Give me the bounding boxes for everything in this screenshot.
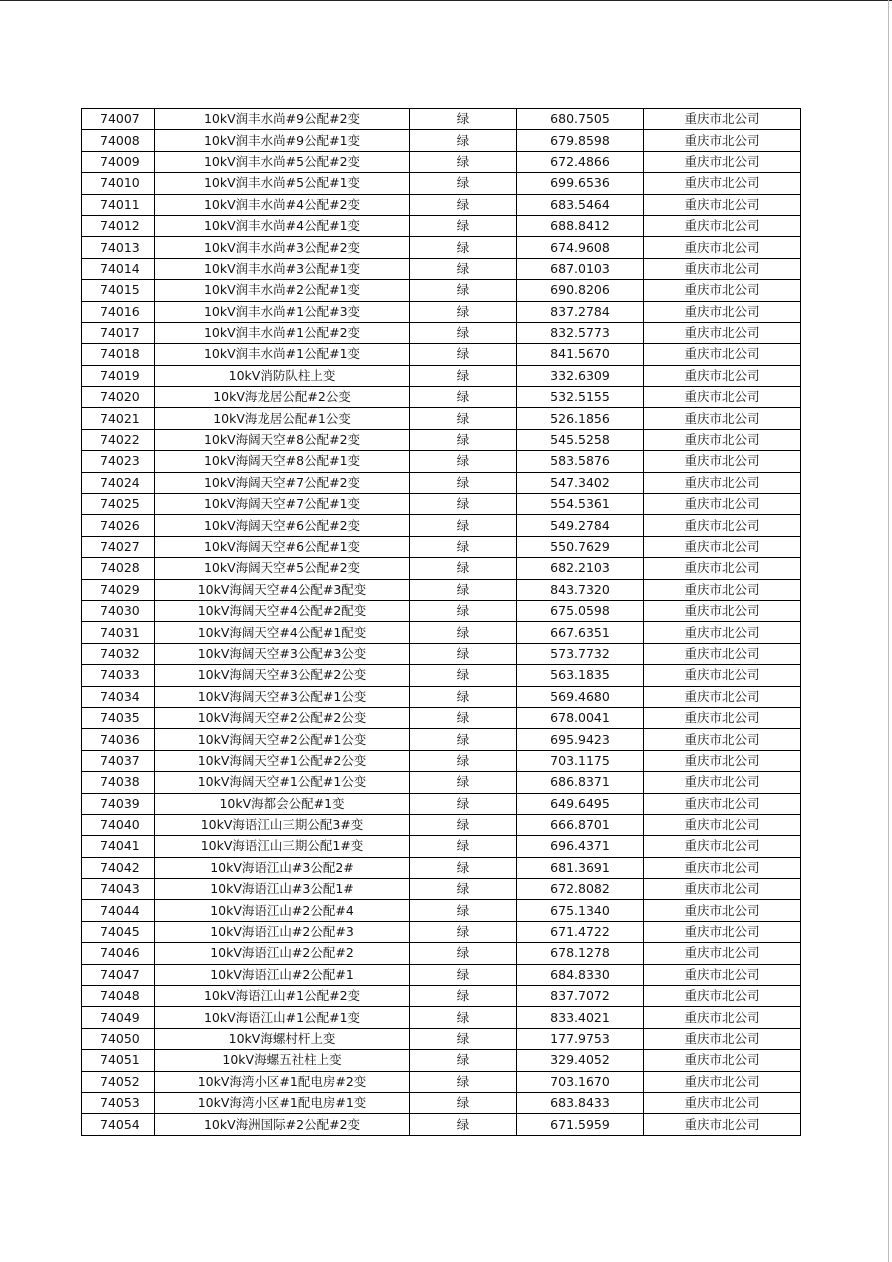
status-color-cell: 绿 — [410, 943, 517, 964]
company-cell: 重庆市北公司 — [644, 1050, 801, 1071]
table-row — [82, 1071, 801, 1092]
value-cell: 675.0598 — [517, 600, 644, 621]
row-id-cell: 74049 — [82, 1007, 155, 1028]
value-cell: 686.8371 — [517, 772, 644, 793]
value-cell: 667.6351 — [517, 622, 644, 643]
value-cell: 675.1340 — [517, 900, 644, 921]
status-color-cell: 绿 — [410, 1092, 517, 1113]
value-cell: 549.2784 — [517, 515, 644, 536]
row-id-cell: 74018 — [82, 344, 155, 365]
status-color-cell: 绿 — [410, 964, 517, 985]
row-id-cell: 74014 — [82, 258, 155, 279]
row-id-cell: 74028 — [82, 558, 155, 579]
value-cell: 695.9423 — [517, 729, 644, 750]
status-color-cell: 绿 — [410, 686, 517, 707]
row-id-cell: 74020 — [82, 387, 155, 408]
company-cell: 重庆市北公司 — [644, 772, 801, 793]
row-id-cell: 74033 — [82, 665, 155, 686]
table-row — [82, 1114, 801, 1135]
row-id-cell: 74017 — [82, 322, 155, 343]
station-name-cell: 10kV海语江山三期公配3#变 — [155, 814, 410, 835]
value-cell: 526.1856 — [517, 408, 644, 429]
station-name-cell: 10kV润丰水尚#9公配#2变 — [155, 109, 410, 130]
company-cell: 重庆市北公司 — [644, 173, 801, 194]
status-color-cell: 绿 — [410, 1050, 517, 1071]
company-cell: 重庆市北公司 — [644, 665, 801, 686]
station-name-cell: 10kV海阔天空#6公配#1变 — [155, 536, 410, 557]
table-row — [82, 643, 801, 664]
status-color-cell: 绿 — [410, 130, 517, 151]
station-name-cell: 10kV海阔天空#8公配#1变 — [155, 451, 410, 472]
row-id-cell: 74044 — [82, 900, 155, 921]
row-id-cell: 74030 — [82, 600, 155, 621]
company-cell: 重庆市北公司 — [644, 814, 801, 835]
table-row — [82, 943, 801, 964]
row-id-cell: 74010 — [82, 173, 155, 194]
row-id-cell: 74046 — [82, 943, 155, 964]
row-id-cell: 74036 — [82, 729, 155, 750]
station-name-cell: 10kV润丰水尚#5公配#2变 — [155, 151, 410, 172]
value-cell: 690.8206 — [517, 280, 644, 301]
value-cell: 843.7320 — [517, 579, 644, 600]
value-cell: 678.0041 — [517, 707, 644, 728]
status-color-cell: 绿 — [410, 215, 517, 236]
company-cell: 重庆市北公司 — [644, 387, 801, 408]
company-cell: 重庆市北公司 — [644, 237, 801, 258]
value-cell: 703.1175 — [517, 750, 644, 771]
table-row — [82, 515, 801, 536]
table-row — [82, 237, 801, 258]
status-color-cell: 绿 — [410, 1114, 517, 1135]
station-name-cell: 10kV润丰水尚#4公配#1变 — [155, 215, 410, 236]
company-cell: 重庆市北公司 — [644, 579, 801, 600]
row-id-cell: 74031 — [82, 622, 155, 643]
row-id-cell: 74029 — [82, 579, 155, 600]
table-row — [82, 558, 801, 579]
station-name-cell: 10kV海语江山#2公配#4 — [155, 900, 410, 921]
station-name-cell: 10kV海阔天空#3公配#3公变 — [155, 643, 410, 664]
company-cell: 重庆市北公司 — [644, 793, 801, 814]
value-cell: 680.7505 — [517, 109, 644, 130]
station-name-cell: 10kV润丰水尚#1公配#2变 — [155, 322, 410, 343]
row-id-cell: 74023 — [82, 451, 155, 472]
row-id-cell: 74038 — [82, 772, 155, 793]
company-cell: 重庆市北公司 — [644, 130, 801, 151]
row-id-cell: 74011 — [82, 194, 155, 215]
row-id-cell: 74041 — [82, 836, 155, 857]
company-cell: 重庆市北公司 — [644, 986, 801, 1007]
station-name-cell: 10kV润丰水尚#9公配#1变 — [155, 130, 410, 151]
row-id-cell: 74015 — [82, 280, 155, 301]
table-row — [82, 494, 801, 515]
station-name-cell: 10kV海语江山三期公配1#变 — [155, 836, 410, 857]
company-cell: 重庆市北公司 — [644, 836, 801, 857]
status-color-cell: 绿 — [410, 1028, 517, 1049]
row-id-cell: 74019 — [82, 365, 155, 386]
table-row — [82, 258, 801, 279]
station-name-cell: 10kV海语江山#3公配2# — [155, 857, 410, 878]
station-name-cell: 10kV海阔天空#4公配#2配变 — [155, 600, 410, 621]
table-row — [82, 836, 801, 857]
company-cell: 重庆市北公司 — [644, 600, 801, 621]
station-name-cell: 10kV润丰水尚#3公配#1变 — [155, 258, 410, 279]
station-name-cell: 10kV海语江山#2公配#1 — [155, 964, 410, 985]
value-cell: 837.7072 — [517, 986, 644, 1007]
status-color-cell: 绿 — [410, 494, 517, 515]
station-name-cell: 10kV海螺五社柱上变 — [155, 1050, 410, 1071]
station-name-cell: 10kV海阔天空#1公配#1公变 — [155, 772, 410, 793]
table-row — [82, 322, 801, 343]
value-cell: 569.4680 — [517, 686, 644, 707]
status-color-cell: 绿 — [410, 194, 517, 215]
station-name-cell: 10kV海湾小区#1配电房#1变 — [155, 1092, 410, 1113]
row-id-cell: 74052 — [82, 1071, 155, 1092]
company-cell: 重庆市北公司 — [644, 1092, 801, 1113]
table-body — [82, 109, 801, 1136]
row-id-cell: 74039 — [82, 793, 155, 814]
table-row — [82, 536, 801, 557]
status-color-cell: 绿 — [410, 1071, 517, 1092]
value-cell: 683.8433 — [517, 1092, 644, 1113]
value-cell: 682.2103 — [517, 558, 644, 579]
value-cell: 545.5258 — [517, 429, 644, 450]
table-row — [82, 1028, 801, 1049]
table-row — [82, 387, 801, 408]
station-name-cell: 10kV海阔天空#3公配#1公变 — [155, 686, 410, 707]
station-name-cell: 10kV海语江山#2公配#2 — [155, 943, 410, 964]
table-row — [82, 215, 801, 236]
value-cell: 833.4021 — [517, 1007, 644, 1028]
company-cell: 重庆市北公司 — [644, 151, 801, 172]
row-id-cell: 74008 — [82, 130, 155, 151]
company-cell: 重庆市北公司 — [644, 964, 801, 985]
station-name-cell: 10kV海语江山#2公配#3 — [155, 921, 410, 942]
table-row — [82, 622, 801, 643]
row-id-cell: 74026 — [82, 515, 155, 536]
status-color-cell: 绿 — [410, 387, 517, 408]
value-cell: 683.5464 — [517, 194, 644, 215]
status-color-cell: 绿 — [410, 750, 517, 771]
station-name-cell: 10kV海阔天空#1公配#2公变 — [155, 750, 410, 771]
value-cell: 563.1835 — [517, 665, 644, 686]
row-id-cell: 74043 — [82, 879, 155, 900]
table-row — [82, 344, 801, 365]
status-color-cell: 绿 — [410, 151, 517, 172]
table-row — [82, 814, 801, 835]
status-color-cell: 绿 — [410, 622, 517, 643]
company-cell: 重庆市北公司 — [644, 280, 801, 301]
company-cell: 重庆市北公司 — [644, 900, 801, 921]
company-cell: 重庆市北公司 — [644, 536, 801, 557]
value-cell: 703.1670 — [517, 1071, 644, 1092]
company-cell: 重庆市北公司 — [644, 643, 801, 664]
value-cell: 329.4052 — [517, 1050, 644, 1071]
status-color-cell: 绿 — [410, 301, 517, 322]
station-name-cell: 10kV海龙居公配#2公变 — [155, 387, 410, 408]
table-row — [82, 772, 801, 793]
company-cell: 重庆市北公司 — [644, 1114, 801, 1135]
value-cell: 696.4371 — [517, 836, 644, 857]
company-cell: 重庆市北公司 — [644, 215, 801, 236]
station-name-cell: 10kV海阔天空#3公配#2公变 — [155, 665, 410, 686]
company-cell: 重庆市北公司 — [644, 429, 801, 450]
table-row — [82, 151, 801, 172]
status-color-cell: 绿 — [410, 451, 517, 472]
row-id-cell: 74013 — [82, 237, 155, 258]
row-id-cell: 74040 — [82, 814, 155, 835]
station-name-cell: 10kV海阔天空#4公配#3配变 — [155, 579, 410, 600]
value-cell: 688.8412 — [517, 215, 644, 236]
company-cell: 重庆市北公司 — [644, 515, 801, 536]
company-cell: 重庆市北公司 — [644, 194, 801, 215]
table-row — [82, 109, 801, 130]
station-name-cell: 10kV润丰水尚#4公配#2变 — [155, 194, 410, 215]
table-row — [82, 472, 801, 493]
status-color-cell: 绿 — [410, 322, 517, 343]
station-name-cell: 10kV海湾小区#1配电房#2变 — [155, 1071, 410, 1092]
row-id-cell: 74007 — [82, 109, 155, 130]
company-cell: 重庆市北公司 — [644, 494, 801, 515]
table-row — [82, 173, 801, 194]
station-name-cell: 10kV润丰水尚#1公配#3变 — [155, 301, 410, 322]
row-id-cell: 74051 — [82, 1050, 155, 1071]
table-row — [82, 130, 801, 151]
status-color-cell: 绿 — [410, 408, 517, 429]
table-row — [82, 194, 801, 215]
row-id-cell: 74037 — [82, 750, 155, 771]
table-row — [82, 451, 801, 472]
page-right-edge — [888, 0, 889, 1262]
company-cell: 重庆市北公司 — [644, 344, 801, 365]
station-name-cell: 10kV海阔天空#7公配#2变 — [155, 472, 410, 493]
station-name-cell: 10kV海阔天空#4公配#1配变 — [155, 622, 410, 643]
value-cell: 532.5155 — [517, 387, 644, 408]
value-cell: 681.3691 — [517, 857, 644, 878]
table-row — [82, 729, 801, 750]
value-cell: 679.8598 — [517, 130, 644, 151]
table-row — [82, 686, 801, 707]
value-cell: 554.5361 — [517, 494, 644, 515]
status-color-cell: 绿 — [410, 258, 517, 279]
status-color-cell: 绿 — [410, 600, 517, 621]
table-row — [82, 707, 801, 728]
station-name-cell: 10kV海阔天空#7公配#1变 — [155, 494, 410, 515]
company-cell: 重庆市北公司 — [644, 472, 801, 493]
table-row — [82, 301, 801, 322]
company-cell: 重庆市北公司 — [644, 943, 801, 964]
station-name-cell: 10kV海螺村杆上变 — [155, 1028, 410, 1049]
table-row — [82, 900, 801, 921]
status-color-cell: 绿 — [410, 665, 517, 686]
status-color-cell: 绿 — [410, 793, 517, 814]
company-cell: 重庆市北公司 — [644, 109, 801, 130]
station-name-cell: 10kV润丰水尚#5公配#1变 — [155, 173, 410, 194]
row-id-cell: 74050 — [82, 1028, 155, 1049]
status-color-cell: 绿 — [410, 857, 517, 878]
value-cell: 671.4722 — [517, 921, 644, 942]
row-id-cell: 74045 — [82, 921, 155, 942]
company-cell: 重庆市北公司 — [644, 408, 801, 429]
status-color-cell: 绿 — [410, 579, 517, 600]
company-cell: 重庆市北公司 — [644, 707, 801, 728]
status-color-cell: 绿 — [410, 772, 517, 793]
status-color-cell: 绿 — [410, 536, 517, 557]
status-color-cell: 绿 — [410, 280, 517, 301]
company-cell: 重庆市北公司 — [644, 258, 801, 279]
company-cell: 重庆市北公司 — [644, 451, 801, 472]
company-cell: 重庆市北公司 — [644, 686, 801, 707]
station-name-cell: 10kV海都会公配#1变 — [155, 793, 410, 814]
status-color-cell: 绿 — [410, 900, 517, 921]
company-cell: 重庆市北公司 — [644, 365, 801, 386]
table-row — [82, 600, 801, 621]
company-cell: 重庆市北公司 — [644, 750, 801, 771]
status-color-cell: 绿 — [410, 109, 517, 130]
row-id-cell: 74053 — [82, 1092, 155, 1113]
data-table — [81, 108, 801, 1136]
value-cell: 672.4866 — [517, 151, 644, 172]
row-id-cell: 74048 — [82, 986, 155, 1007]
table-row — [82, 793, 801, 814]
row-id-cell: 74021 — [82, 408, 155, 429]
station-name-cell: 10kV海阔天空#2公配#1公变 — [155, 729, 410, 750]
company-cell: 重庆市北公司 — [644, 857, 801, 878]
station-name-cell: 10kV海阔天空#5公配#2变 — [155, 558, 410, 579]
status-color-cell: 绿 — [410, 173, 517, 194]
value-cell: 687.0103 — [517, 258, 644, 279]
table-row — [82, 964, 801, 985]
station-name-cell: 10kV润丰水尚#3公配#2变 — [155, 237, 410, 258]
company-cell: 重庆市北公司 — [644, 1028, 801, 1049]
status-color-cell: 绿 — [410, 1007, 517, 1028]
table-row — [82, 365, 801, 386]
row-id-cell: 74027 — [82, 536, 155, 557]
value-cell: 332.6309 — [517, 365, 644, 386]
status-color-cell: 绿 — [410, 814, 517, 835]
page-top-edge — [0, 0, 892, 1]
value-cell: 837.2784 — [517, 301, 644, 322]
table-row — [82, 579, 801, 600]
row-id-cell: 74035 — [82, 707, 155, 728]
station-name-cell: 10kV海阔天空#8公配#2变 — [155, 429, 410, 450]
row-id-cell: 74034 — [82, 686, 155, 707]
row-id-cell: 74012 — [82, 215, 155, 236]
row-id-cell: 74024 — [82, 472, 155, 493]
value-cell: 547.3402 — [517, 472, 644, 493]
row-id-cell: 74025 — [82, 494, 155, 515]
table-row — [82, 857, 801, 878]
status-color-cell: 绿 — [410, 429, 517, 450]
status-color-cell: 绿 — [410, 836, 517, 857]
table-row — [82, 1092, 801, 1113]
status-color-cell: 绿 — [410, 515, 517, 536]
company-cell: 重庆市北公司 — [644, 879, 801, 900]
row-id-cell: 74042 — [82, 857, 155, 878]
row-id-cell: 74009 — [82, 151, 155, 172]
row-id-cell: 74016 — [82, 301, 155, 322]
table-row — [82, 1050, 801, 1071]
company-cell: 重庆市北公司 — [644, 1007, 801, 1028]
company-cell: 重庆市北公司 — [644, 729, 801, 750]
value-cell: 573.7732 — [517, 643, 644, 664]
value-cell: 678.1278 — [517, 943, 644, 964]
value-cell: 672.8082 — [517, 879, 644, 900]
company-cell: 重庆市北公司 — [644, 322, 801, 343]
station-name-cell: 10kV海龙居公配#1公变 — [155, 408, 410, 429]
station-name-cell: 10kV海语江山#1公配#2变 — [155, 986, 410, 1007]
status-color-cell: 绿 — [410, 707, 517, 728]
row-id-cell: 74047 — [82, 964, 155, 985]
value-cell: 699.6536 — [517, 173, 644, 194]
row-id-cell: 74054 — [82, 1114, 155, 1135]
value-cell: 177.9753 — [517, 1028, 644, 1049]
value-cell: 550.7629 — [517, 536, 644, 557]
value-cell: 649.6495 — [517, 793, 644, 814]
company-cell: 重庆市北公司 — [644, 558, 801, 579]
status-color-cell: 绿 — [410, 879, 517, 900]
row-id-cell: 74032 — [82, 643, 155, 664]
station-name-cell: 10kV海阔天空#6公配#2变 — [155, 515, 410, 536]
status-color-cell: 绿 — [410, 365, 517, 386]
company-cell: 重庆市北公司 — [644, 1071, 801, 1092]
table-row — [82, 921, 801, 942]
table-row — [82, 408, 801, 429]
value-cell: 666.8701 — [517, 814, 644, 835]
status-color-cell: 绿 — [410, 986, 517, 1007]
station-name-cell: 10kV润丰水尚#2公配#1变 — [155, 280, 410, 301]
table-row — [82, 280, 801, 301]
station-name-cell: 10kV海语江山#3公配1# — [155, 879, 410, 900]
table-row — [82, 986, 801, 1007]
table-row — [82, 665, 801, 686]
status-color-cell: 绿 — [410, 729, 517, 750]
station-name-cell: 10kV海语江山#1公配#1变 — [155, 1007, 410, 1028]
status-color-cell: 绿 — [410, 921, 517, 942]
value-cell: 684.8330 — [517, 964, 644, 985]
status-color-cell: 绿 — [410, 344, 517, 365]
value-cell: 671.5959 — [517, 1114, 644, 1135]
status-color-cell: 绿 — [410, 237, 517, 258]
status-color-cell: 绿 — [410, 472, 517, 493]
value-cell: 674.9608 — [517, 237, 644, 258]
value-cell: 841.5670 — [517, 344, 644, 365]
company-cell: 重庆市北公司 — [644, 622, 801, 643]
station-name-cell: 10kV润丰水尚#1公配#1变 — [155, 344, 410, 365]
value-cell: 832.5773 — [517, 322, 644, 343]
station-name-cell: 10kV海洲国际#2公配#2变 — [155, 1114, 410, 1135]
company-cell: 重庆市北公司 — [644, 921, 801, 942]
status-color-cell: 绿 — [410, 643, 517, 664]
table-row — [82, 879, 801, 900]
table-row — [82, 429, 801, 450]
station-name-cell: 10kV海阔天空#2公配#2公变 — [155, 707, 410, 728]
row-id-cell: 74022 — [82, 429, 155, 450]
value-cell: 583.5876 — [517, 451, 644, 472]
status-color-cell: 绿 — [410, 558, 517, 579]
table-row — [82, 750, 801, 771]
table-row — [82, 1007, 801, 1028]
company-cell: 重庆市北公司 — [644, 301, 801, 322]
station-name-cell: 10kV消防队柱上变 — [155, 365, 410, 386]
